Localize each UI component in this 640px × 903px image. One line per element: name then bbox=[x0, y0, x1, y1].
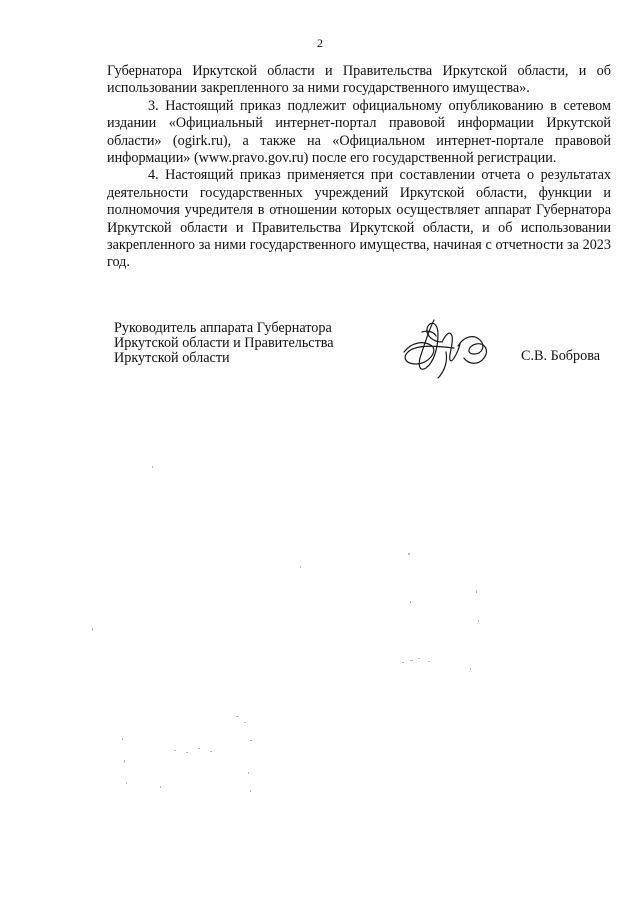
signatory-name: С.В. Боброва bbox=[521, 348, 601, 364]
paragraph-4: 4. Настоящий приказ применяется при составлении отчета о результатах деятельности государственных учреждений Иркутской области, функции и полномочия учредителя в отношении которых осуществляет аппарат Губернатора Иркутской области и Правительства Иркутской области, и об использовании закрепленного за ними государственного имущества, начиная с отчетности за 2023 год. bbox=[107, 167, 611, 271]
signatory-position-line-1: Руководитель аппарата Губернатора bbox=[114, 320, 332, 336]
signatory-position bbox=[114, 321, 334, 365]
paragraph-continuation: Губернатора Иркутской области и Правительства Иркутской области, и об использовании закрепленного за ними государственного имущества». bbox=[107, 63, 611, 97]
page-number: 2 bbox=[317, 36, 323, 50]
handwritten-signature bbox=[398, 312, 494, 380]
paragraph-3: 3. Настоящий приказ подлежит официальному опубликованию в сетевом издании «Официальный интернет-портал правовой информации Иркутской области» (ogirk.ru), а также на «Официальном интернет-портале правовой информации» (www.pravo.gov.ru) после его государственной регистрации. bbox=[107, 97, 611, 167]
document-body bbox=[107, 63, 611, 272]
signatory-position-line-3: Иркутской области bbox=[114, 349, 230, 366]
signatory-position-line-2: Иркутской области и Правительства bbox=[114, 334, 334, 351]
